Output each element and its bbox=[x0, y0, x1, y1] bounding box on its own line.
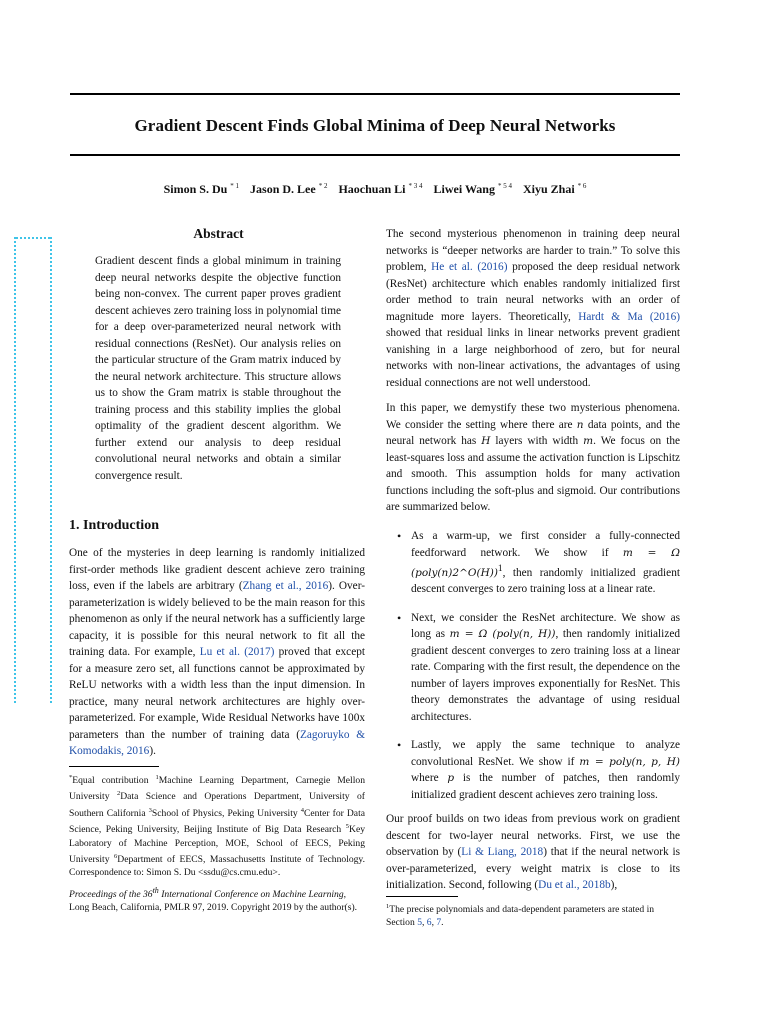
title-rule bbox=[70, 154, 680, 156]
section-link[interactable]: 7 bbox=[436, 917, 442, 929]
abstract-text: Gradient descent finds a global minimum in training deep neural networks despite the objective function being non-convex. The current paper proves gradient descent achieves zero training loss in polynomial time for a deep over-parameterized neural network with residual connections (ResNet). Our analysis relies on the particular structure of the Gram matrix induced by the neural network architecture. This structure allows us to show the Gram matrix is stable throughout the training process and this stability implies the global optimality of the gradient descent algorithm. We further extend our analysis to deep residual convolutional neural networks and obtain a similar convergence result. bbox=[95, 255, 341, 482]
footnote-rule bbox=[69, 766, 159, 767]
intro-paragraph: One of the mysteries in deep learning is randomly initialized first-order methods like gradient descent achieve zero training loss, even if the labels are arbitrary (Zhang et al., 2016). Over-parameterization is widely believed to be the main reason for this phenomenon as only if the neural network has a sufficiently large capacity, it is possible for this neural network to fit all the training data. For example, Lu et al. (2017) proved that except for a measure zero set, all functions cannot be approximated by ReLU networks with a width less than the input dimension. In practice, many neural network architectures are highly over-parameterized. For example, Wide Residual Networks have 100x parameters than the number of training data (Zagoruyko & Komodakis, 2016). bbox=[69, 547, 365, 757]
footnote-affiliations: *Equal contribution $^1$Machine Learning Department, Carnegie Mellon University $^2$Data Science and Operations Department, University of Southern California $^3$School of Physics, Peking University $^4$Center for Data Science, Peking University, Beijing Institute of Big Data Research $^5$Key Laboratory of Machine Perception, MOE, School of EECS, Peking University $^6$Department of EECS, Massachusetts Institute of Technology. Correspondence to: Simon S. Du <ssdu@cs.cmu.edu>. bbox=[69, 774, 365, 879]
section-heading: 1. Introduction bbox=[69, 518, 159, 533]
citation-link[interactable]: Zagoruyko & Komodakis, 2016 bbox=[69, 728, 365, 757]
citation-link[interactable]: He et al. (2016) bbox=[431, 261, 508, 273]
contribution-list bbox=[386, 528, 680, 815]
citation-link[interactable]: Zhang et al., 2016 bbox=[242, 580, 329, 592]
top-rule bbox=[70, 93, 680, 95]
section-link[interactable]: 5 bbox=[417, 917, 422, 929]
selection-box bbox=[14, 237, 52, 703]
citation-link[interactable]: Hardt & Ma (2016) bbox=[578, 310, 680, 323]
abstract-heading: Abstract bbox=[193, 226, 244, 241]
author: Liwei Wang $^{* 5 4}$ bbox=[433, 182, 512, 196]
citation-link[interactable]: Li & Liang, 2018 bbox=[461, 846, 544, 858]
paper-title: Gradient Descent Finds Global Minima of Deep Neural Networks bbox=[134, 116, 616, 135]
proceedings-note: Proceedings of the 36th International Conference on Machine Learning, Long Beach, California, PMLR 97, 2019. Copyright 2019 by the author(s). bbox=[69, 886, 358, 914]
right-column-text: The second mysterious phenomenon in training deep neural networks is “deeper networks are harder to train.” To solve this problem, He et al. (2016) proposed the deep residual network (ResNet) architecture which enables randomly initialized first order method to train neural networks with an order of magnitude more layers. Theoretically, Hardt & Ma (2016) showed that residual links in linear networks prevent gradient vanishing in a large neighborhood of zero, but for neural networks with non-linear activations, the advantages of using residual connections are not well understood. In this paper, we demystify these two mysterious phenomena. We consider the setting where there are n data points, and the neural network has H layers with width m. We focus on the least-squares loss and assume the activation function is Lipschitz and smooth. This assumption holds for many activation functions including the soft-plus and sigmoid. Our contributions are summarized below. bbox=[386, 228, 680, 513]
author: Jason D. Lee $^{* 2}$ bbox=[250, 182, 328, 196]
list-item: • Next, we consider the ResNet architecture. We show as long as m = Ω (poly(n, H)), then randomly initialized gradient descent converges to zero training loss at a linear rate. Comparing with the first result, the dependence on the number of layers improves exponentially for ResNet. This theory demonstrates the advantage of using residual architectures. bbox=[386, 610, 680, 726]
list-item: • As a warm-up, we first consider a fully-connected feedforward network. We show if m = Ω (poly(n)2^O(H))$^1$, then randomly initialized gradient descent converges to zero training loss at a linear rate. bbox=[386, 528, 680, 598]
author: Xiyu Zhai $^{* 6}$ bbox=[522, 182, 587, 196]
citation-link[interactable]: Lu et al. (2017) bbox=[199, 646, 275, 658]
proof-idea-paragraph: Our proof builds on two ideas from previous work on gradient descent for two-layer neural networks. First, we use the observation by (Li & Liang, 2018) that if the neural network is over-parameterized, every weight matrix is close to its initialization. Second, following (Du et al., 2018b), bbox=[386, 813, 680, 891]
list-item: • Lastly, we apply the same technique to analyze convolutional ResNet. We show if m = poly(n, p, H) where p is the number of patches, then randomly initialized gradient descent achieves zero training loss. bbox=[386, 737, 680, 803]
section-link[interactable]: 6 bbox=[426, 917, 432, 929]
author-list bbox=[70, 182, 680, 197]
footnote-rule bbox=[386, 896, 458, 897]
author: Haochuan Li $^{* 3 4}$ bbox=[338, 182, 423, 196]
citation-link[interactable]: Du et al., 2018b bbox=[538, 879, 611, 891]
footnote-1: $^1$The precise polynomials and data-dependent parameters are stated in Section 5, 6, 7. bbox=[386, 903, 655, 929]
author: Simon S. Du $^{* 1}$ bbox=[163, 182, 240, 196]
